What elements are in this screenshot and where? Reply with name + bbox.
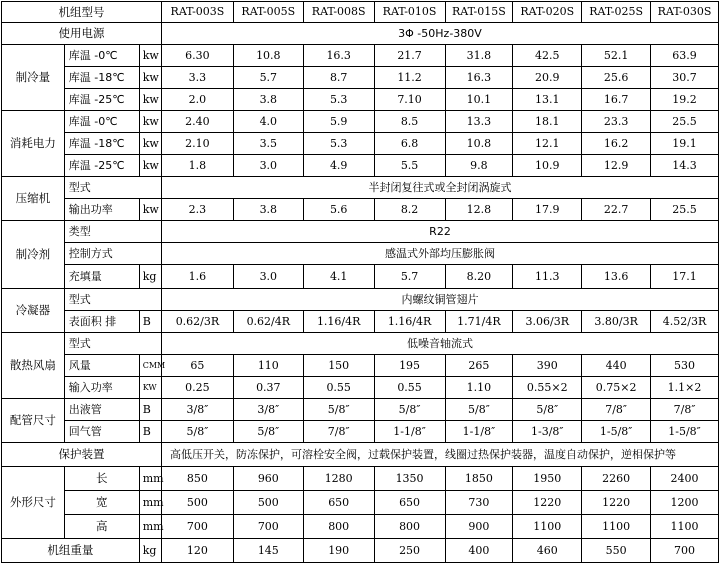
- power-consumption-value: 3.0: [233, 155, 303, 177]
- refrigerant-group-label: 制冷剂: [2, 221, 65, 289]
- power-consumption-condition: 库温 -18℃: [64, 133, 139, 155]
- condenser-area-value: 3.80/3R: [582, 311, 651, 333]
- power-consumption-value: 10.8: [445, 133, 513, 155]
- header-row: [2, 2, 719, 23]
- fan-airflow-value: 390: [513, 355, 582, 377]
- cooling-capacity-value: 3.8: [233, 89, 303, 111]
- power-consumption-row: [2, 111, 719, 133]
- unit-label: kg: [139, 539, 161, 563]
- fan-power-label: 输入功率: [64, 377, 139, 399]
- dimension-value: 1350: [374, 467, 445, 491]
- weight-value: 120: [161, 539, 233, 563]
- power-consumption-value: 14.3: [651, 155, 719, 177]
- unit-label: mm: [139, 467, 161, 491]
- refrigerant-type-label: 类型: [64, 221, 161, 243]
- power-consumption-value: 16.2: [582, 133, 651, 155]
- power-consumption-value: 2.10: [161, 133, 233, 155]
- power-consumption-value: 2.40: [161, 111, 233, 133]
- condenser-area-value: 0.62/3R: [161, 311, 233, 333]
- dimension-value: 1200: [651, 491, 719, 515]
- compressor-type-value: 半封闭复往式或全封闭涡旋式: [161, 177, 718, 199]
- unit-label: kw: [139, 89, 161, 111]
- piping-gas-value: 1-5/8″: [651, 421, 719, 443]
- compressor-group-label: 压缩机: [2, 177, 65, 221]
- fan-group-label: 散热风扇: [2, 333, 65, 399]
- cooling-capacity-value: 21.7: [374, 45, 445, 67]
- dimension-value: 1220: [513, 491, 582, 515]
- power-value: 3Φ -50Hz-380V: [161, 23, 718, 45]
- fan-airflow-value: 150: [303, 355, 374, 377]
- piping-liquid-label: 出液管: [64, 399, 139, 421]
- cooling-capacity-row: [2, 89, 719, 111]
- refrigerant-charge-value: 1.6: [161, 265, 233, 289]
- model-name: RAT-020S: [513, 2, 582, 23]
- model-name: RAT-025S: [582, 2, 651, 23]
- refrigerant-control-label: 控制方式: [64, 243, 161, 265]
- dimension-value: 2400: [651, 467, 719, 491]
- fan-power-value: 1.10: [445, 377, 513, 399]
- condenser-area-value: 1.16/4R: [374, 311, 445, 333]
- refrigerant-charge-value: 11.3: [513, 265, 582, 289]
- model-name: RAT-010S: [374, 2, 445, 23]
- model-header-label: 机组型号: [2, 2, 162, 23]
- cooling-capacity-value: 5.7: [233, 67, 303, 89]
- piping-liquid-value: 5/8″: [445, 399, 513, 421]
- refrigerant-control-value: 感温式外部均压膨胀阀: [161, 243, 718, 265]
- fan-type-value: 低噪音轴流式: [161, 333, 718, 355]
- fan-airflow-value: 195: [374, 355, 445, 377]
- unit-label: kw: [139, 133, 161, 155]
- dimension-value: 700: [233, 515, 303, 539]
- refrigerant-charge-label: 充填量: [64, 265, 139, 289]
- compressor-output-value: 5.6: [303, 199, 374, 221]
- fan-airflow-value: 530: [651, 355, 719, 377]
- power-consumption-value: 12.1: [513, 133, 582, 155]
- dimension-value: 1950: [513, 467, 582, 491]
- protection-label: 保护装置: [2, 443, 162, 467]
- piping-gas-value: 1-1/8″: [445, 421, 513, 443]
- piping-liquid-value: 7/8″: [582, 399, 651, 421]
- fan-airflow-row: [2, 355, 719, 377]
- piping-gas-value: 1-5/8″: [582, 421, 651, 443]
- cooling-capacity-value: 10.8: [233, 45, 303, 67]
- unit-label: CMM: [139, 355, 161, 377]
- dimension-value: 960: [233, 467, 303, 491]
- cooling-capacity-value: 30.7: [651, 67, 719, 89]
- dimension-value: 1100: [651, 515, 719, 539]
- fan-power-value: 0.55: [374, 377, 445, 399]
- compressor-output-value: 8.2: [374, 199, 445, 221]
- refrigerant-charge-row: [2, 265, 719, 289]
- fan-power-value: 0.75×2: [582, 377, 651, 399]
- power-consumption-value: 5.5: [374, 155, 445, 177]
- model-name: RAT-030S: [651, 2, 719, 23]
- compressor-output-value: 17.9: [513, 199, 582, 221]
- refrigerant-type-row: [2, 221, 719, 243]
- weight-value: 700: [651, 539, 719, 563]
- refrigerant-charge-value: 17.1: [651, 265, 719, 289]
- cooling-capacity-value: 11.2: [374, 67, 445, 89]
- compressor-output-value: 22.7: [582, 199, 651, 221]
- cooling-capacity-value: 31.8: [445, 45, 513, 67]
- dimension-value: 730: [445, 491, 513, 515]
- cooling-capacity-value: 63.9: [651, 45, 719, 67]
- model-name: RAT-005S: [233, 2, 303, 23]
- dimension-label: 长: [64, 467, 139, 491]
- piping-gas-label: 回气管: [64, 421, 139, 443]
- condenser-type-value: 内螺纹铜管翅片: [161, 289, 718, 311]
- unit-label: mm: [139, 515, 161, 539]
- fan-power-value: 0.55×2: [513, 377, 582, 399]
- power-consumption-value: 6.8: [374, 133, 445, 155]
- cooling-capacity-value: 5.3: [303, 89, 374, 111]
- power-label: 使用电源: [2, 23, 162, 45]
- dimension-value: 650: [303, 491, 374, 515]
- dimension-row: [2, 515, 719, 539]
- weight-value: 550: [582, 539, 651, 563]
- piping-gas-value: 1-3/8″: [513, 421, 582, 443]
- dimension-row: [2, 491, 719, 515]
- dimension-value: 800: [303, 515, 374, 539]
- cooling-capacity-value: 19.2: [651, 89, 719, 111]
- dimension-value: 500: [161, 491, 233, 515]
- cooling-capacity-value: 42.5: [513, 45, 582, 67]
- unit-label: B: [139, 421, 161, 443]
- power-consumption-value: 12.9: [582, 155, 651, 177]
- cooling-capacity-value: 16.3: [303, 45, 374, 67]
- power-consumption-value: 18.1: [513, 111, 582, 133]
- dimension-value: 1220: [582, 491, 651, 515]
- unit-label: kw: [139, 111, 161, 133]
- dimension-value: 850: [161, 467, 233, 491]
- unit-label: B: [139, 399, 161, 421]
- piping-gas-value: 5/8″: [161, 421, 233, 443]
- unit-label: kw: [139, 155, 161, 177]
- cooling-capacity-value: 52.1: [582, 45, 651, 67]
- power-consumption-condition: 库温 -25℃: [64, 155, 139, 177]
- dimension-value: 800: [374, 515, 445, 539]
- power-consumption-condition: 库温 -0℃: [64, 111, 139, 133]
- dimension-value: 2260: [582, 467, 651, 491]
- power-consumption-value: 1.8: [161, 155, 233, 177]
- cooling-capacity-condition: 库温 -0℃: [64, 45, 139, 67]
- piping-group-label: 配管尺寸: [2, 399, 65, 443]
- condenser-area-value: 0.62/4R: [233, 311, 303, 333]
- unit-label: KW: [139, 377, 161, 399]
- condenser-type-row: [2, 289, 719, 311]
- power-consumption-value: 4.0: [233, 111, 303, 133]
- refrigerant-type-value: R22: [161, 221, 718, 243]
- condenser-area-value: 1.16/4R: [303, 311, 374, 333]
- cooling-capacity-value: 6.30: [161, 45, 233, 67]
- fan-airflow-value: 440: [582, 355, 651, 377]
- weight-value: 250: [374, 539, 445, 563]
- refrigerant-charge-value: 8.20: [445, 265, 513, 289]
- cooling-capacity-row: [2, 67, 719, 89]
- fan-airflow-value: 265: [445, 355, 513, 377]
- cooling-capacity-value: 10.1: [445, 89, 513, 111]
- weight-value: 400: [445, 539, 513, 563]
- piping-liquid-value: 5/8″: [374, 399, 445, 421]
- condenser-area-value: 1.71/4R: [445, 311, 513, 333]
- cooling-capacity-condition: 库温 -18℃: [64, 67, 139, 89]
- fan-power-value: 0.37: [233, 377, 303, 399]
- cooling-capacity-value: 13.1: [513, 89, 582, 111]
- power-consumption-value: 5.3: [303, 133, 374, 155]
- condenser-area-label: 表面积 排: [64, 311, 139, 333]
- cooling-capacity-value: 7.10: [374, 89, 445, 111]
- piping-liquid-value: 5/8″: [303, 399, 374, 421]
- fan-type-label: 型式: [64, 333, 161, 355]
- cooling-capacity-condition: 库温 -25℃: [64, 89, 139, 111]
- dimensions-group-label: 外形尺寸: [2, 467, 65, 539]
- power-row: [2, 23, 719, 45]
- cooling-capacity-value: 16.3: [445, 67, 513, 89]
- power-consumption-value: 13.3: [445, 111, 513, 133]
- cooling-capacity-value: 8.7: [303, 67, 374, 89]
- piping-liquid-value: 3/8″: [161, 399, 233, 421]
- spec-table-body: [2, 2, 719, 563]
- dimension-value: 1850: [445, 467, 513, 491]
- power-consumption-row: [2, 155, 719, 177]
- cooling-capacity-group-label: 制冷量: [2, 45, 65, 111]
- power-consumption-value: 3.5: [233, 133, 303, 155]
- dimension-value: 1100: [513, 515, 582, 539]
- compressor-output-value: 12.8: [445, 199, 513, 221]
- unit-label: kg: [139, 265, 161, 289]
- weight-row: [2, 539, 719, 563]
- piping-liquid-value: 7/8″: [651, 399, 719, 421]
- cooling-capacity-value: 25.6: [582, 67, 651, 89]
- refrigerant-charge-value: 4.1: [303, 265, 374, 289]
- power-consumption-group-label: 消耗电力: [2, 111, 65, 177]
- power-consumption-value: 25.5: [651, 111, 719, 133]
- unit-label: kw: [139, 45, 161, 67]
- power-consumption-value: 10.9: [513, 155, 582, 177]
- dimension-value: 1100: [582, 515, 651, 539]
- piping-gas-value: 7/8″: [303, 421, 374, 443]
- compressor-output-label: 输出功率: [64, 199, 139, 221]
- piping-liquid-value: 3/8″: [233, 399, 303, 421]
- fan-type-row: [2, 333, 719, 355]
- condenser-area-value: 3.06/3R: [513, 311, 582, 333]
- compressor-type-label: 型式: [64, 177, 161, 199]
- fan-power-value: 1.1×2: [651, 377, 719, 399]
- fan-airflow-value: 65: [161, 355, 233, 377]
- spec-table: [1, 1, 719, 563]
- condenser-area-value: 4.52/3R: [651, 311, 719, 333]
- power-consumption-value: 19.1: [651, 133, 719, 155]
- refrigerant-control-row: [2, 243, 719, 265]
- unit-label: kw: [139, 199, 161, 221]
- compressor-output-value: 2.3: [161, 199, 233, 221]
- compressor-output-row: [2, 199, 719, 221]
- unit-label: mm: [139, 491, 161, 515]
- dimension-value: 1280: [303, 467, 374, 491]
- dimension-value: 500: [233, 491, 303, 515]
- power-consumption-value: 8.5: [374, 111, 445, 133]
- model-name: RAT-008S: [303, 2, 374, 23]
- fan-power-value: 0.55: [303, 377, 374, 399]
- fan-power-value: 0.25: [161, 377, 233, 399]
- model-name: RAT-003S: [161, 2, 233, 23]
- cooling-capacity-value: 3.3: [161, 67, 233, 89]
- power-consumption-row: [2, 133, 719, 155]
- dimension-value: 900: [445, 515, 513, 539]
- dimension-value: 650: [374, 491, 445, 515]
- compressor-output-value: 3.8: [233, 199, 303, 221]
- unit-label: B: [139, 311, 161, 333]
- weight-value: 460: [513, 539, 582, 563]
- condenser-type-label: 型式: [64, 289, 161, 311]
- cooling-capacity-value: 20.9: [513, 67, 582, 89]
- compressor-output-value: 25.5: [651, 199, 719, 221]
- piping-gas-value: 1-1/8″: [374, 421, 445, 443]
- weight-value: 145: [233, 539, 303, 563]
- piping-liquid-value: 5/8″: [513, 399, 582, 421]
- compressor-type-row: [2, 177, 719, 199]
- power-consumption-value: 23.3: [582, 111, 651, 133]
- protection-row: [2, 443, 719, 467]
- dimension-value: 700: [161, 515, 233, 539]
- condenser-area-row: [2, 311, 719, 333]
- power-consumption-value: 5.9: [303, 111, 374, 133]
- fan-airflow-value: 110: [233, 355, 303, 377]
- piping-gas-row: [2, 421, 719, 443]
- power-consumption-value: 9.8: [445, 155, 513, 177]
- protection-value: 高低压开关，防冻保护，可溶栓安全阀，过载保护装置，线圈过热保护装器，温度自动保护，逆相保护等: [161, 443, 718, 467]
- weight-label: 机组重量: [2, 539, 140, 563]
- refrigerant-charge-value: 3.0: [233, 265, 303, 289]
- dimension-label: 高: [64, 515, 139, 539]
- cooling-capacity-value: 2.0: [161, 89, 233, 111]
- fan-power-row: [2, 377, 719, 399]
- model-name: RAT-015S: [445, 2, 513, 23]
- refrigerant-charge-value: 13.6: [582, 265, 651, 289]
- cooling-capacity-row: [2, 45, 719, 67]
- unit-label: kw: [139, 67, 161, 89]
- fan-airflow-label: 风量: [64, 355, 139, 377]
- piping-liquid-row: [2, 399, 719, 421]
- condenser-group-label: 冷凝器: [2, 289, 65, 333]
- refrigerant-charge-value: 5.7: [374, 265, 445, 289]
- piping-gas-value: 5/8″: [233, 421, 303, 443]
- dimension-label: 宽: [64, 491, 139, 515]
- dimension-row: [2, 467, 719, 491]
- power-consumption-value: 4.9: [303, 155, 374, 177]
- weight-value: 190: [303, 539, 374, 563]
- cooling-capacity-value: 16.7: [582, 89, 651, 111]
